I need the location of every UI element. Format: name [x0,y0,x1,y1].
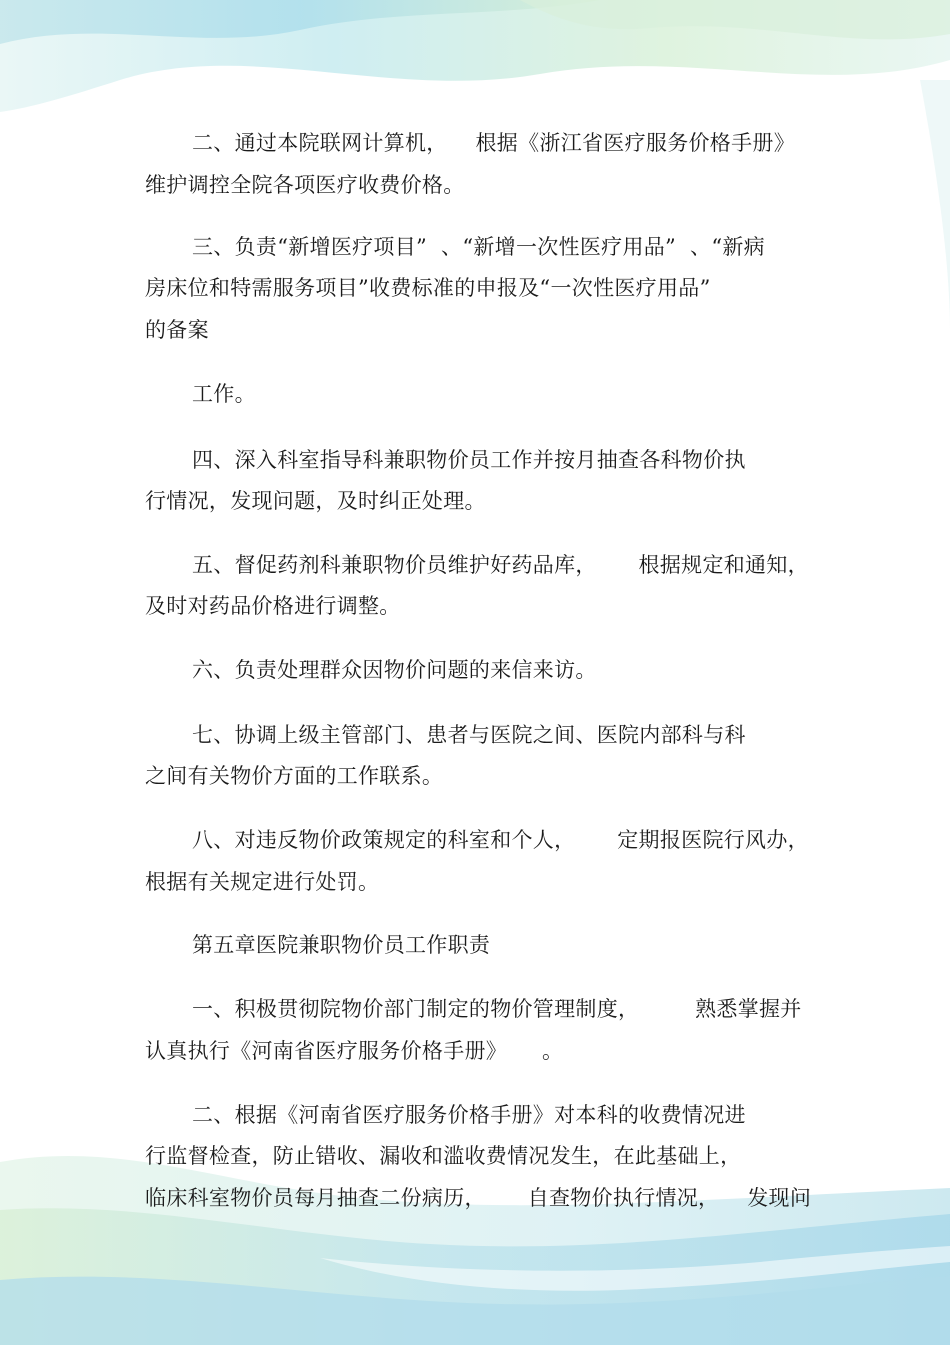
text-line: 房床位和特需服务项目”收费标准的申报及“一次性医疗用品” [145,276,711,300]
text-line: 工作。 [192,382,256,406]
text-line: 六、负责处理群众因物价问题的来信来访。 [192,658,597,682]
text-line: 八、对违反物价政策规定的科室和个人， 定期报医院行风办， [192,828,809,852]
text-line: 三、负责“新增医疗项目” 、“新增一次性医疗用品” 、“新病 [192,235,765,259]
chapter-heading: 第五章医院兼职物价员工作职责 [192,933,491,957]
text-line: 四、深入科室指导科兼职物价员工作并按月抽查各科物价执 [192,448,746,472]
text-line: 七、协调上级主管部门、患者与医院之间、医院内部科与科 [192,723,746,747]
text-line: 五、督促药剂科兼职物价员维护好药品库， 根据规定和通知， [192,553,809,577]
text-line: 二、通过本院联网计算机， 根据《浙江省医疗服务价格手册》 [192,131,795,155]
text-line: 的备案 [145,318,209,342]
text-line: 二、根据《河南省医疗服务价格手册》对本科的收费情况进 [192,1103,746,1127]
text-line: 之间有关物价方面的工作联系。 [145,764,444,788]
text-line: 行监督检查，防止错收、漏收和滥收费情况发生，在此基础上， [145,1144,742,1168]
text-line: 临床科室物价员每月抽查二份病历， 自查物价执行情况， 发现问 [145,1186,812,1210]
text-line: 认真执行《河南省医疗服务价格手册》 。 [145,1039,564,1063]
text-line: 及时对药品价格进行调整。 [145,594,401,618]
text-line: 根据有关规定进行处罚。 [145,870,380,894]
text-line: 维护调控全院各项医疗收费价格。 [145,173,465,197]
text-line: 一、积极贯彻院物价部门制定的物价管理制度， 熟悉掌握并 [192,997,802,1021]
text-line: 行情况，发现问题，及时纠正处理。 [145,489,486,513]
